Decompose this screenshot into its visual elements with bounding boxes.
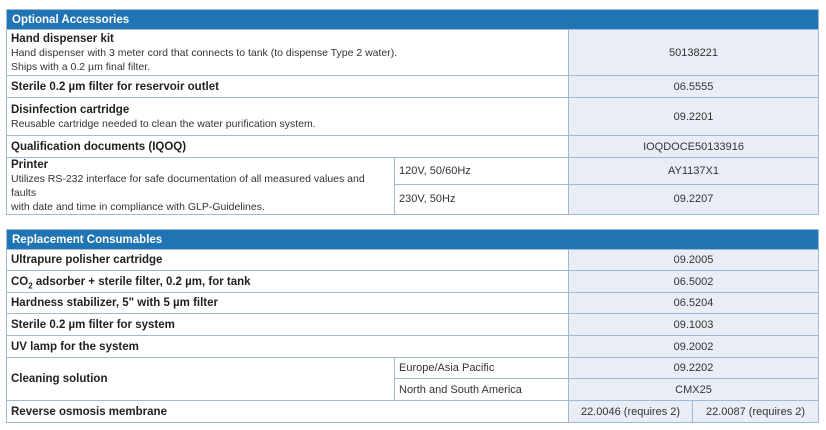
item-title: Qualification documents (IQOQ) <box>7 136 569 158</box>
table-row <box>7 98 819 136</box>
variant-label: North and South America <box>395 379 569 401</box>
co2-adsorber-title <box>7 271 569 293</box>
order-number: 06.5555 <box>569 76 819 98</box>
optional-accessories-table <box>6 9 819 215</box>
table-row <box>7 158 819 185</box>
table-row <box>7 76 819 98</box>
order-number: 09.1003 <box>569 314 819 336</box>
order-number: 06.5204 <box>569 293 819 314</box>
item-title: Hardness stabilizer, 5" with 5 µm filter <box>7 293 569 314</box>
variant-label: Europe/Asia Pacific <box>395 358 569 379</box>
order-number: 09.2207 <box>569 184 819 214</box>
item-description: Ships with a 0.2 µm final filter. <box>11 60 151 73</box>
item-title: Hand dispenser kit <box>11 32 114 45</box>
item-title: Sterile 0.2 µm filter for reservoir outlet <box>7 76 569 98</box>
item-title: UV lamp for the system <box>7 336 569 358</box>
order-number: AY1137X1 <box>569 158 819 185</box>
table-row <box>7 271 819 293</box>
order-number: 09.2202 <box>569 358 819 379</box>
item-description: Utilizes RS-232 interface for safe documentation of all measured values and faults <box>11 173 365 199</box>
item-description: with date and time in compliance with GLP-Guidelines. <box>11 201 265 213</box>
table-row <box>7 401 819 423</box>
replacement-consumables-header: Replacement Consumables <box>7 230 819 250</box>
table-row <box>7 336 819 358</box>
item-description: Hand dispenser with 3 meter cord that connects to tank (to dispense Type 2 water). <box>11 46 398 59</box>
table-row <box>7 250 819 271</box>
table-row <box>7 358 819 379</box>
item-title: Ultrapure polisher cartridge <box>7 250 569 271</box>
optional-accessories-header: Optional Accessories <box>7 10 819 30</box>
order-number: 06.5002 <box>569 271 819 293</box>
variant-label: 120V, 50/60Hz <box>395 158 569 185</box>
title-suffix: adsorber + sterile filter, 0.2 µm, for tank <box>32 275 251 288</box>
order-number: 09.2002 <box>569 336 819 358</box>
title-prefix: CO <box>11 275 29 288</box>
table-row <box>7 293 819 314</box>
order-number: 22.0046 (requires 2) <box>569 401 693 423</box>
disinfection-cell <box>7 98 569 136</box>
variant-label: 230V, 50Hz <box>395 184 569 214</box>
replacement-consumables-table <box>6 229 819 423</box>
item-title: Cleaning solution <box>7 358 395 401</box>
item-title: Disinfection cartridge <box>11 103 130 116</box>
table-row <box>7 30 819 76</box>
item-title: Reverse osmosis membrane <box>7 401 569 423</box>
order-number: IOQDOCE50133916 <box>569 136 819 158</box>
table-row <box>7 314 819 336</box>
item-title: Printer <box>11 159 49 171</box>
title-subscript: 2 <box>28 280 33 290</box>
order-number: CMX25 <box>569 379 819 401</box>
order-number: 50138221 <box>569 30 819 76</box>
item-title: Sterile 0.2 µm filter for system <box>7 314 569 336</box>
hand-dispenser-cell <box>7 30 569 76</box>
order-number: 22.0087 (requires 2) <box>693 401 819 423</box>
order-number: 09.2005 <box>569 250 819 271</box>
order-number: 09.2201 <box>569 98 819 136</box>
item-description: Reusable cartridge needed to clean the water purification system. <box>11 117 316 130</box>
table-row <box>7 136 819 158</box>
printer-cell <box>7 158 395 215</box>
